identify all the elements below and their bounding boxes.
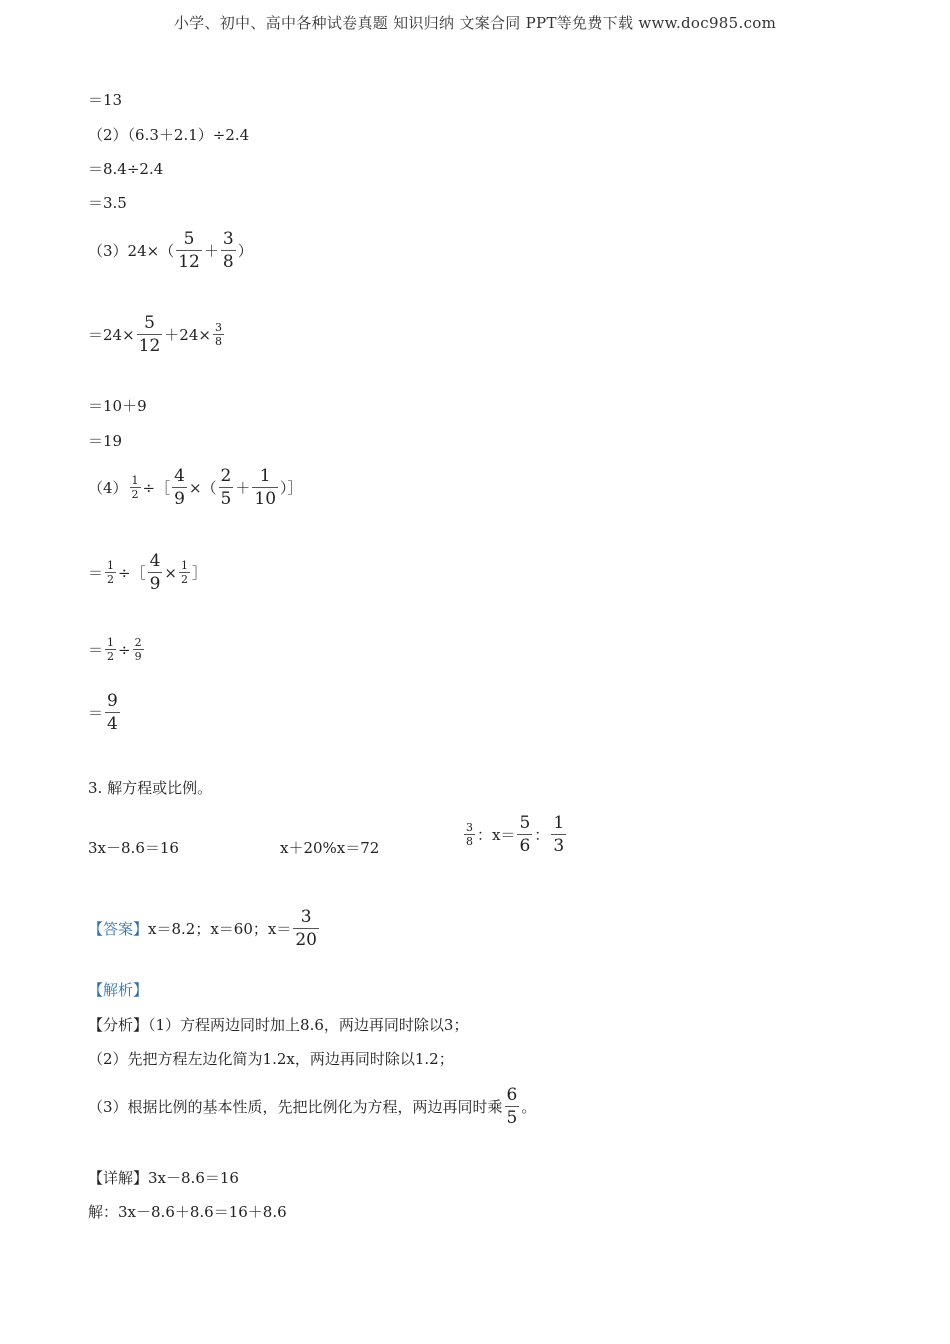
plus-sign: ＋ (235, 478, 251, 497)
problem-3 (88, 228, 253, 273)
fraction-2-5 (219, 465, 234, 510)
fraction-denominator: 6 (519, 836, 531, 856)
fraction-denominator: 9 (174, 489, 185, 509)
analysis-line-3-end: 。 (521, 1097, 537, 1116)
fraction-1-2 (105, 559, 116, 586)
fraction-6-5 (505, 1084, 520, 1129)
step-19: ＝19 (88, 432, 123, 450)
fraction-denominator: 5 (506, 1108, 518, 1128)
fraction-3-8 (464, 821, 475, 848)
fraction-numerator: 1 (259, 466, 271, 486)
fraction-3-8 (213, 321, 224, 348)
question-3-title: 3. 解方程或比例。 (88, 779, 213, 797)
fraction-numerator: 4 (149, 551, 161, 571)
fraction-numerator: 4 (174, 466, 185, 486)
equals-sign: ＝ (88, 640, 104, 659)
step-equals-13: ＝13 (88, 91, 123, 109)
fraction-numerator: 6 (506, 1085, 518, 1105)
step-4-2 (88, 550, 207, 595)
fraction-numerator: 9 (107, 691, 118, 711)
fraction-4-9 (172, 465, 187, 510)
fraction-3-20 (293, 906, 319, 951)
analysis-line-3-text: （3）根据比例的基本性质，先把比例化为方程，两边再同时乘 (88, 1097, 503, 1116)
problem-4-suffix: ）］ (280, 478, 303, 497)
answer-text: x＝8.2；x＝60；x＝ (148, 919, 292, 938)
analysis-line-3 (88, 1084, 536, 1129)
fraction-1-10 (252, 465, 278, 510)
divide-bracket: ÷［ (118, 563, 146, 582)
fraction-denominator: 2 (107, 650, 115, 663)
fraction-numerator: 2 (220, 466, 232, 486)
equation-1: 3x－8.6＝16 (88, 839, 179, 857)
fraction-denominator: 9 (149, 574, 161, 594)
fraction-5-12 (137, 312, 163, 357)
problem-4-prefix: （4） (88, 478, 128, 497)
equals-sign: ＝ (88, 563, 104, 582)
fraction-denominator: 10 (254, 489, 277, 509)
fraction-denominator: 12 (138, 336, 161, 356)
fraction-1-3 (551, 812, 566, 857)
equation-2: x＋20%x＝72 (280, 839, 380, 857)
fraction-numerator: 3 (300, 907, 312, 927)
fraction-numerator: 1 (553, 813, 565, 833)
answer-tag: 【答案】 (88, 919, 149, 938)
fraction-denominator: 8 (466, 835, 473, 848)
fraction-denominator: 8 (222, 252, 234, 272)
problem-4 (88, 465, 303, 510)
fraction-denominator: 8 (214, 335, 222, 348)
analysis-line-2: （2）先把方程左边化简为1.2x，两边再同时除以1.2； (88, 1050, 454, 1068)
detail-line-1: 【详解】3x－8.6＝16 (88, 1169, 239, 1187)
close-bracket: ］ (192, 563, 208, 582)
fraction-denominator: 12 (178, 252, 200, 272)
page-header: 小学、初中、高中各种试卷真题 知识归纳 文案合同 PPT等免费下载 www.doc985.com (173, 14, 777, 32)
fraction-numerator: 3 (214, 321, 222, 334)
fraction-numerator: 1 (107, 636, 115, 649)
problem-3-prefix: （3）24×（ (88, 241, 175, 260)
step-4-3 (88, 636, 146, 663)
problem-3-suffix: ） (237, 241, 253, 260)
fraction-numerator: 5 (519, 813, 531, 833)
answer-line (88, 906, 321, 951)
problem-2: （2）（6.3＋2.1）÷2.4 (88, 126, 250, 144)
divide-bracket: ÷［ (142, 478, 171, 497)
plus-sign: ＋ (203, 241, 219, 260)
analysis-line-1: 【分析】（1）方程两边同时加上8.6，两边再同时除以3； (88, 1016, 469, 1034)
fraction-5-12 (176, 228, 202, 273)
equals-sign: ＝ (88, 703, 104, 722)
fraction-numerator: 2 (134, 636, 142, 649)
fraction-denominator: 9 (134, 650, 142, 663)
fraction-numerator: 5 (183, 229, 195, 249)
fraction-numerator: 3 (222, 229, 234, 249)
step-10-plus-9: ＝10＋9 (88, 397, 147, 415)
fraction-1-2 (105, 636, 116, 663)
step-4-result (88, 690, 122, 735)
fraction-denominator: 4 (107, 714, 118, 734)
step-3-5: ＝3.5 (88, 194, 127, 212)
fraction-denominator: 5 (220, 489, 232, 509)
fraction-denominator: 20 (295, 930, 317, 950)
fraction-numerator: 1 (131, 474, 139, 487)
fraction-1-2 (179, 559, 190, 586)
divide-sign: ÷ (118, 640, 131, 659)
ratio-colon: ： (534, 825, 550, 844)
fraction-denominator: 2 (131, 488, 139, 501)
fraction-2-9 (133, 636, 144, 663)
fraction-numerator: 5 (144, 313, 155, 333)
times-sign: × (164, 563, 177, 582)
fraction-denominator: 3 (553, 836, 565, 856)
detail-line-2: 解：3x－8.6＋8.6＝16＋8.6 (88, 1203, 287, 1221)
step-8-4-div: ＝8.4÷2.4 (88, 160, 164, 178)
fraction-numerator: 1 (107, 559, 115, 572)
times-paren: ×（ (188, 478, 217, 497)
analysis-tag: 【解析】 (88, 981, 149, 999)
fraction-numerator: 3 (466, 821, 473, 834)
fraction-denominator: 2 (181, 573, 188, 586)
ratio-colon-x: ：x＝ (477, 825, 516, 844)
fraction-3-8 (221, 228, 236, 273)
fraction-1-2 (130, 474, 141, 501)
step-distribute-prefix: ＝24× (88, 325, 135, 344)
fraction-9-4 (105, 690, 120, 735)
step-distribute (88, 312, 226, 357)
fraction-4-9 (148, 550, 163, 595)
step-distribute-mid: ＋24× (164, 325, 211, 344)
fraction-denominator: 2 (107, 573, 115, 586)
fraction-5-6 (517, 812, 532, 857)
equation-3 (462, 812, 568, 857)
fraction-numerator: 1 (181, 559, 188, 572)
